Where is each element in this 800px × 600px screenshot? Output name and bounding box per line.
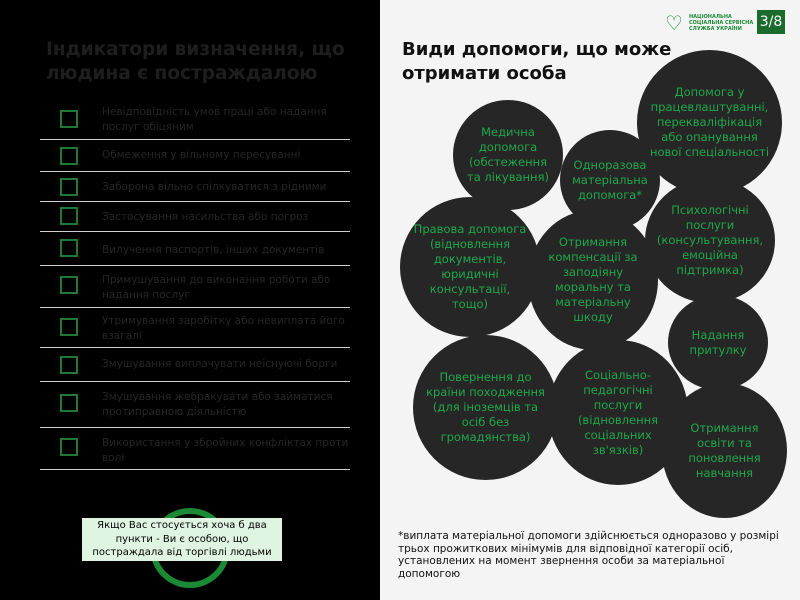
checkbox-icon[interactable]: [60, 207, 78, 225]
bubble-one-time-aid: Одноразова матеріальна допомога*: [560, 130, 660, 230]
checkbox-icon[interactable]: [60, 147, 78, 165]
bubble-legal-help: Правова допомога (відновлення документів, юридичні консультації, тощо): [400, 197, 540, 337]
bubble-social-pedagogical: Соціально-педагогічні послуги (відновлення соціальних зв'язків): [548, 340, 688, 485]
checkbox-icon[interactable]: [60, 438, 78, 456]
bubble-compensation: Отримання компенсації за заподіяну моральну та матеріальну шкоду: [528, 210, 658, 350]
indicator-text: Заборона вільно спілкуватися з рідними: [102, 181, 327, 193]
bubble-medical-help: Медична допомога (обстеження та лікування): [453, 100, 563, 210]
indicators-title: Індикатори визначення, що людина є постраждалою: [46, 39, 345, 84]
logo-text: НАЦІОНАЛЬНА СОЦІАЛЬНА СЕРВІСНА СЛУЖБА УКРАЇНИ: [689, 14, 754, 32]
indicator-item: [40, 202, 350, 232]
checkbox-icon[interactable]: [60, 276, 78, 294]
indicator-item: [40, 308, 350, 348]
indicator-text: Змушування жебракувати або займатися протиправною діяльністю: [102, 391, 333, 418]
bubble-education: Отримання освіти та поновлення навчання: [662, 383, 787, 518]
bubble-psychological-services: Психологічні послуги (консультування, емоційна підтримка): [645, 178, 775, 303]
indicator-text: Обмеження у вільному пересуванні: [102, 149, 301, 161]
checkbox-icon[interactable]: [60, 178, 78, 196]
divider: [40, 469, 350, 470]
indicator-text: Використання у збройних конфліктах проти волі: [102, 437, 349, 464]
indicator-item: [40, 428, 350, 470]
indicator-item: [40, 172, 350, 202]
indicator-item: [40, 348, 350, 382]
indicator-text: Утримування заробітку або невиплата його взагалі: [102, 315, 345, 342]
indicator-text: Невідповідність умов праці або надання послуг обіцяним: [102, 106, 327, 133]
help-types-title: Види допомоги, що може отримати особа: [402, 39, 672, 84]
indicator-item: [40, 140, 350, 172]
nssu-logo: [665, 12, 755, 34]
indicator-text: Вилучення паспортів, інших документів: [102, 244, 325, 256]
checkbox-icon[interactable]: [60, 110, 78, 128]
checkbox-icon[interactable]: [60, 318, 78, 336]
checkbox-icon[interactable]: [60, 394, 78, 412]
bubble-employment-help: Допомога у працевлаштуванні, перекваліфікація або опанування нової спеціальності: [637, 50, 782, 195]
bubble-shelter: Надання притулку: [668, 295, 768, 390]
checkbox-icon[interactable]: [60, 239, 78, 257]
indicator-item: [40, 232, 350, 266]
bubble-return-home: Повернення до країни походження (для іноземців та осіб без громадянства): [413, 335, 558, 480]
footnote: *виплата матеріальної допомоги здійснюється одноразово у розмірі трьох прожиткових мінімумів для відповідної категорії осіб, установлених на момент звернення особи за матеріальної допомогою: [398, 530, 779, 580]
page-indicator: 3/8: [757, 10, 785, 34]
indicator-item: [40, 102, 350, 140]
heart-logo-icon: ♡: [665, 11, 683, 35]
indicator-text: Застосування насильства або погроз: [102, 211, 309, 223]
indicator-item: [40, 382, 350, 428]
checkbox-icon[interactable]: [60, 356, 78, 374]
indicator-item: [40, 266, 350, 308]
indicator-text: Змушування виплачувати неіснуючі борги: [102, 358, 338, 370]
warning-note: Якщо Вас стосується хоча б два пункти - Ви є особою, що постраждала від торгівлі людьми: [82, 518, 282, 561]
indicator-text: Примушування до виконання роботи або надання послуг: [102, 274, 331, 301]
